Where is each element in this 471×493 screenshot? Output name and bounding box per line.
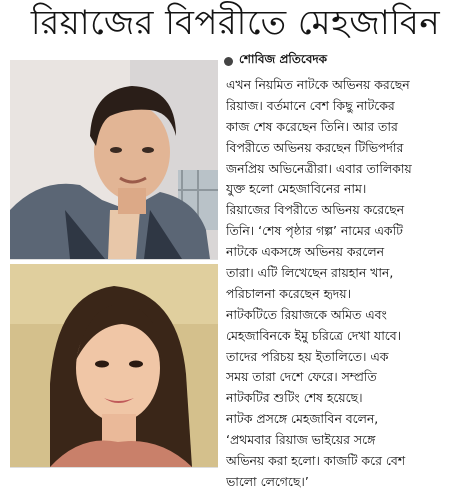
article-line: মেহজাবিনকে ইমু চরিত্রে দেখা যাবে। — [226, 327, 402, 343]
mehazabien-photo — [10, 264, 218, 468]
article-line: তাদের পরিচয় হয় ইতালিতে। এক — [226, 348, 389, 364]
mehazabien-portrait-image — [10, 264, 218, 467]
article-line: জনপ্রিয় অভিনেত্রীরা। এবার তালিকায় — [226, 160, 412, 176]
article-line: এখন নিয়মিত নাটকে অভিনয় করছেন — [226, 77, 410, 92]
article-line: যুক্ত হলো মেহজাবিনের নাম। — [226, 181, 367, 197]
byline-text: শোবিজ প্রতিবেদক — [239, 52, 328, 66]
article-line: রিয়াজ। বর্তমানে বেশ কিছু নাটকের — [226, 97, 395, 113]
article-line: বিপরীতে অভিনয় করছেন টিভিপর্দার — [226, 139, 404, 155]
article-line: নাটকে একসঙ্গে অভিনয় করলেন — [226, 244, 384, 260]
article-line: তারা। এটি লিখেছেন রায়হান খান, — [226, 265, 394, 281]
article-line: পরিচালনা করেছেন হৃদয়। — [226, 285, 351, 301]
article-line: তিনি। ‘শেষ পৃষ্ঠার গল্প’ নামের একটি — [226, 223, 403, 239]
article-line: নাটকটির শুটিং শেষ হয়েছে। — [226, 390, 363, 406]
article-line: রিয়াজের বিপরীতে অভিনয় করেছেন — [226, 202, 404, 218]
article-line: নাটক প্রসঙ্গে মেহজাবিন বলেন, — [226, 411, 379, 427]
headline: রিয়াজের বিপরীতে মেহজাবিন — [30, 3, 441, 43]
article-line: সময় তারা দেশে ফেরে। সম্প্রতি — [226, 369, 377, 385]
byline — [224, 52, 464, 70]
article-line: কাজ শেষ করেছেন তিনি। আর তার — [226, 118, 398, 134]
riaz-portrait-image — [10, 60, 218, 259]
article-line: ‘প্রথমবার রিয়াজ ভাইয়ের সঙ্গে — [226, 432, 376, 448]
article-line: নাটকটিতে রিয়াজকে অমিত এবং — [226, 306, 387, 322]
riaz-photo — [10, 60, 218, 260]
bullet-icon — [224, 57, 233, 66]
article-line: ভালো লেগেছে।’ — [226, 473, 309, 489]
article-line: অভিনয় করা হলো। কাজটি করে বেশ — [226, 453, 406, 469]
article-body — [226, 75, 466, 489]
